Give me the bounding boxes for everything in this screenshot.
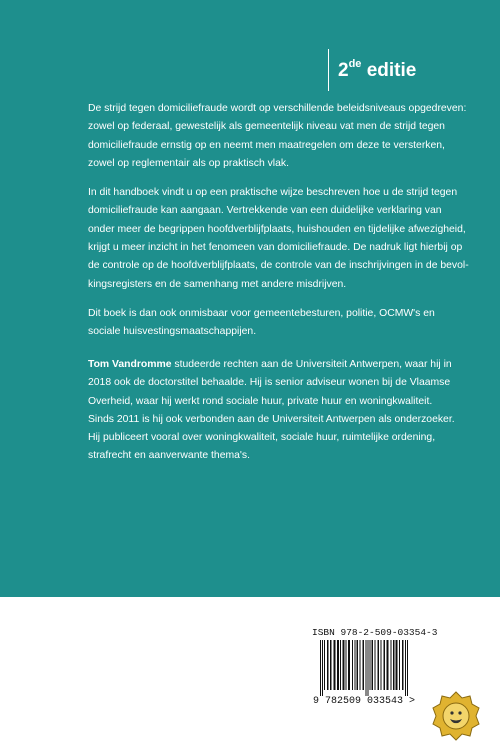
blurb-line: De strijd tegen domiciliefraude wordt op verschillende beleidsniveaus opgedreven: xyxy=(88,103,467,114)
barcode-bar xyxy=(393,640,395,690)
barcode-bar xyxy=(391,640,392,690)
blurb-line: de controle op de hoofdverblijfplaats, de controle van de inschrijvingen in de bevol- xyxy=(88,260,469,272)
barcode-bar xyxy=(343,640,345,690)
blurb-line: zowel op federaal, gewestelijk als gemeentelijk niveau vat men de strijd tegen xyxy=(88,121,445,133)
barcode-bar xyxy=(366,640,367,696)
author-bio xyxy=(88,356,455,477)
blurb-line: In dit handboek vindt u op een praktische wijze beschreven hoe u de strijd tegen xyxy=(88,187,458,199)
barcode-bar xyxy=(322,640,323,696)
edition-number: 2 xyxy=(338,60,349,81)
barcode-bar xyxy=(337,640,339,690)
barcode-bar xyxy=(402,640,404,690)
barcode-bar xyxy=(387,640,389,690)
decorative-badge-icon xyxy=(430,690,482,742)
barcode-bar xyxy=(384,640,386,690)
blurb-line: kingsregisters en de samenhang met andere misdrijven. xyxy=(88,278,347,290)
blurb-line: sociale huisvestingsmaatschappijen. xyxy=(88,326,257,338)
barcode-bar xyxy=(368,640,369,696)
edition-label xyxy=(338,60,416,82)
barcode-bar xyxy=(378,640,380,690)
barcode-bar xyxy=(396,640,398,690)
barcode-bar xyxy=(330,640,332,690)
bio-paragraph xyxy=(88,356,455,466)
barcode-bar xyxy=(370,640,371,690)
barcode-bar xyxy=(320,640,321,696)
barcode-bar xyxy=(352,640,353,690)
barcode-bar xyxy=(375,640,376,690)
bio-line xyxy=(88,356,452,374)
barcode-bar xyxy=(363,640,365,690)
blurb-line: zowel op reglementair als op praktisch vlak. xyxy=(88,157,289,169)
barcode-bar xyxy=(324,640,325,690)
bio-line: Sinds 2011 is hij ook verbonden aan de Universiteit Antwerpen als onderzoeker. xyxy=(88,413,455,425)
barcode-bar xyxy=(355,640,356,690)
blurb-paragraph-1 xyxy=(88,100,467,173)
barcode-bar xyxy=(405,640,406,696)
barcode-bar xyxy=(372,640,374,690)
edition-suffix: de xyxy=(348,58,362,70)
edition-divider xyxy=(328,49,329,91)
blurb-line: Dit boek is dan ook onmisbaar voor gemeentebesturen, politie, OCMW's en xyxy=(88,307,435,319)
bio-line: strafrecht en aanverwante thema's. xyxy=(88,450,250,462)
barcode xyxy=(318,640,428,696)
blurb-paragraph-2 xyxy=(88,184,469,294)
barcode-bar xyxy=(346,640,347,690)
bio-line: 2018 ook de doctorstitel behaalde. Hij is senior adviseur wonen bij de Vlaamse xyxy=(88,377,451,389)
barcode-bar xyxy=(357,640,359,690)
blurb-line: domiciliefraude kan aangaan. Vertrekkende van een duidelijke verklaring van xyxy=(88,205,442,217)
edition-word: editie xyxy=(366,60,417,81)
bio-line: Hij publiceert vooral over woningkwaliteit, sociale huur, ruimtelijke ordening, xyxy=(88,432,436,444)
barcode-bar xyxy=(327,640,329,690)
bio-first-line-rest: studeerde rechten aan de Universiteit Antwerpen, waar hij in xyxy=(171,359,452,370)
blurb-paragraph-3 xyxy=(88,305,435,342)
barcode-bar xyxy=(399,640,400,690)
isbn-label: ISBN 978-2-509-03354-3 xyxy=(312,627,438,638)
barcode-digits: 9 782509 033543 > xyxy=(313,696,416,707)
barcode-bar xyxy=(360,640,361,690)
blurb-line: krijgt u meer inzicht in het fenomeen van domiciliefraude. De nadruk ligt hierbij op xyxy=(88,242,463,254)
blurb xyxy=(88,100,469,353)
barcode-bar xyxy=(334,640,336,690)
barcode-bar xyxy=(407,640,408,696)
author-name: Tom Vandromme xyxy=(88,359,172,370)
blurb-line: onder meer de begrippen hoofdverblijfplaats, huishouden en tijdelijke afwezigheid, xyxy=(88,223,466,235)
barcode-bar xyxy=(348,640,350,690)
bio-line: Overheid, waar hij werkt rond sociale huur, private huur en woningkwaliteit. xyxy=(88,395,433,407)
barcode-bar xyxy=(381,640,382,690)
blurb-line: domiciliefraude ernstig op en neemt men maatregelen om deze te versterken, xyxy=(88,139,445,151)
barcode-bar xyxy=(340,640,341,690)
